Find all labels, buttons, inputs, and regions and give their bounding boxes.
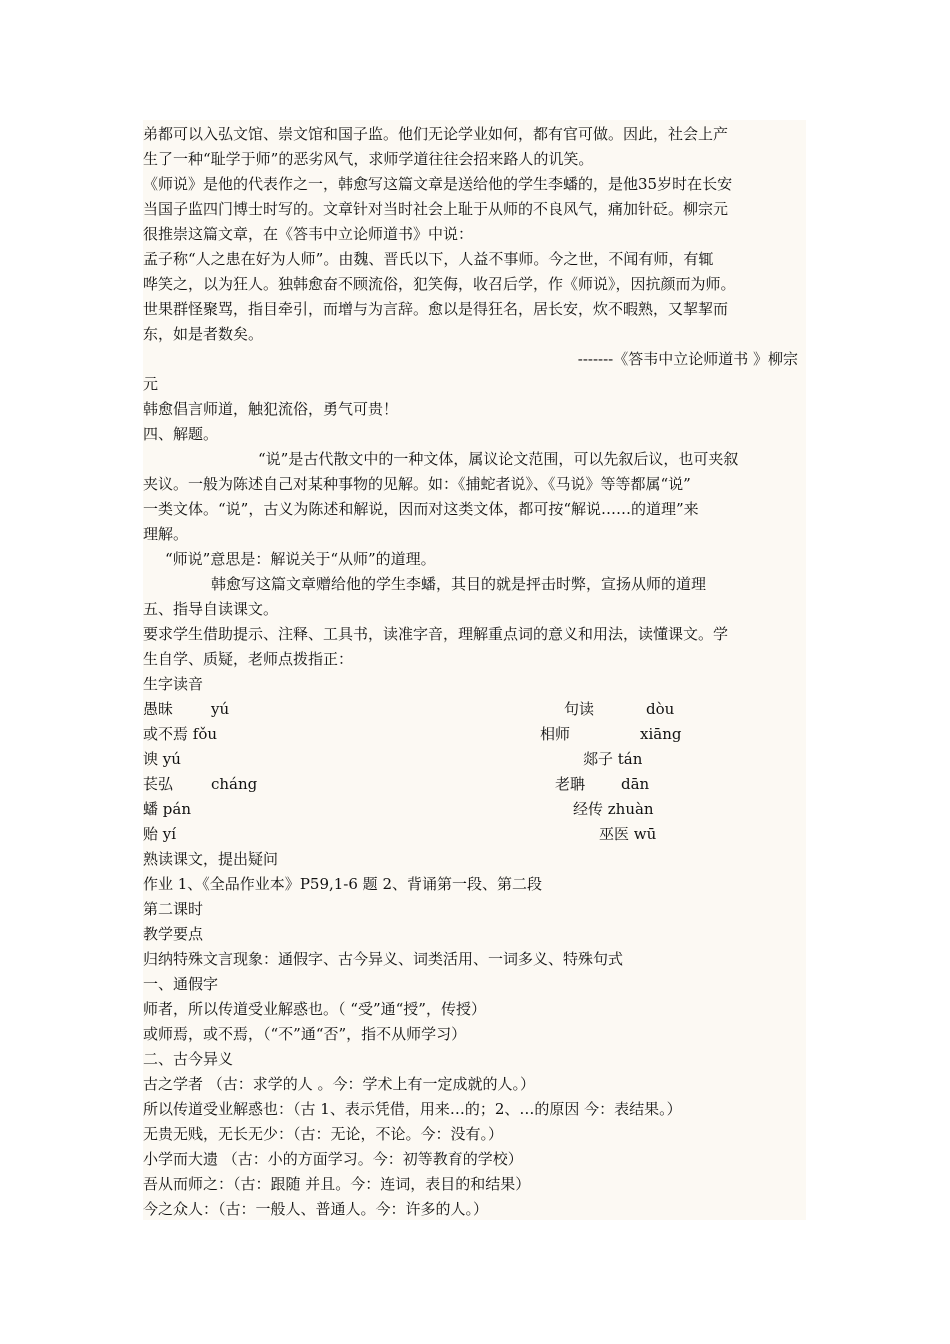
text-line: 教学要点 [143, 925, 204, 943]
text-line: 所以传道受业解惑也：（古 1、表示凭借，用来…的；2、…的原因 今：表结果。） [143, 1100, 682, 1118]
section-heading: 第二课时 [143, 900, 204, 918]
pinyin-reading: cháng [211, 775, 258, 793]
text-line: 古之学者 （古：求学的人 。今：学术上有一定成就的人。） [143, 1075, 536, 1093]
pinyin-reading: dān [621, 775, 650, 793]
text-line: 韩愈写这篇文章赠给他的学生李蟠，其目的就是抨击时弊，宣扬从师的道理 [211, 575, 707, 593]
pinyin-row [143, 797, 806, 822]
text-line: 作业 1、《全品作业本》P59,1-6 题 2、背诵第一段、第二段 [143, 875, 542, 893]
citation-line: -------《答韦中立论师道书 》柳宗 [577, 350, 798, 368]
pinyin-row [143, 722, 806, 747]
text-line: 生字读音 [143, 675, 204, 693]
pinyin-word: 或不焉 fǒu [143, 725, 218, 743]
section-heading: 五、指导自读课文。 [143, 600, 279, 618]
pinyin-word: 贻 yí [143, 825, 177, 843]
pinyin-row [143, 747, 806, 772]
pinyin-reading: dòu [646, 700, 675, 718]
text-line: 生自学、质疑，老师点拨指正： [143, 650, 354, 668]
pinyin-word: 愚昧 [143, 700, 174, 718]
text-line: 弟都可以入弘文馆、崇文馆和国子监。他们无论学业如何，都有官可做。因此，社会上产 [143, 125, 729, 143]
section-heading: 一、通假字 [143, 975, 219, 993]
pinyin-word: 相师 [540, 725, 571, 743]
text-line: 当国子监四门博士时写的。文章针对当时社会上耻于从师的不良风气，痛加针砭。柳宗元 [143, 200, 729, 218]
text-line: 世果群怪聚骂，指目牵引，而增与为言辞。愈以是得狂名，居长安，炊不暇熟，又挈挈而 [143, 300, 729, 318]
text-line: 一类文体。“说”，古义为陈述和解说，因而对这类文体，都可按“解说……的道理”来 [143, 500, 699, 518]
text-line: 小学而大遗 （古：小的方面学习。今：初等教育的学校） [143, 1150, 523, 1168]
pinyin-word: 巫医 wū [599, 825, 657, 843]
text-line: 孟子称“人之患在好为人师”。由魏、晋氏以下，人益不事师。今之世，不闻有师，有辄 [143, 250, 714, 268]
text-line: 熟读课文，提出疑问 [143, 850, 279, 868]
text-line: 师者，所以传道受业解惑也。（ “受”通“授”，传授） [143, 1000, 486, 1018]
pinyin-row [143, 822, 806, 847]
text-line: “说”是古代散文中的一种文体，属议论文范围，可以先叙后议，也可夹叙 [258, 450, 739, 468]
text-line: 无贵无贱，无长无少：（古：无论，不论。今：没有。） [143, 1125, 504, 1143]
section-heading: 二、古今异义 [143, 1050, 234, 1068]
text-line: 哗笑之，以为狂人。独韩愈奋不顾流俗，犯笑侮，收召后学，作《师说》，因抗颜而为师。 [143, 275, 736, 293]
text-line: 理解。 [143, 525, 189, 543]
text-line: 要求学生借助提示、注释、工具书，读准字音，理解重点词的意义和用法，读懂课文。学 [143, 625, 729, 643]
pinyin-word: 郯子 tán [583, 750, 643, 768]
pinyin-word: 经传 zhuàn [573, 800, 654, 818]
text-line: 吾从而师之：（古：跟随 并且。今：连词，表目的和结果） [143, 1175, 531, 1193]
pinyin-row [143, 697, 806, 722]
pinyin-row [143, 772, 806, 797]
pinyin-word: 老聃 [555, 775, 586, 793]
pinyin-word: 蟠 pán [143, 800, 191, 818]
section-heading: 四、解题。 [143, 425, 219, 443]
text-line: 夹议。一般为陈述自己对某种事物的见解。如：《捕蛇者说》、《马说》等等都属“说” [143, 475, 691, 493]
text-line: 归纳特殊文言现象：通假字、古今异义、词类活用、一词多义、特殊句式 [143, 950, 624, 968]
pinyin-word: 苌弘 [143, 775, 174, 793]
text-line: 元 [143, 375, 159, 393]
text-line: 今之众人：（古：一般人、普通人。今：许多的人。） [143, 1200, 489, 1218]
pinyin-word: 谀 yú [143, 750, 181, 768]
text-line: 生了一种“耻学于师”的恶劣风气，求师学道往往会招来路人的讥笑。 [143, 150, 594, 168]
text-line: “师说”意思是：解说关于“从师”的道理。 [165, 550, 436, 568]
text-line: 或师焉，或不焉，（“不”通“否”，指不从师学习） [143, 1025, 467, 1043]
text-line: 《师说》是他的代表作之一，韩愈写这篇文章是送给他的学生李蟠的，是他35岁时在长安 [143, 175, 733, 193]
text-line: 韩愈倡言师道，触犯流俗，勇气可贵！ [143, 400, 399, 418]
pinyin-reading: xiāng [640, 725, 682, 743]
pinyin-word: 句读 [564, 700, 595, 718]
pinyin-reading: yú [211, 700, 230, 718]
text-line: 东，如是者数矣。 [143, 325, 264, 343]
text-line: 很推崇这篇文章，在《答韦中立论师道书》中说： [143, 225, 474, 243]
